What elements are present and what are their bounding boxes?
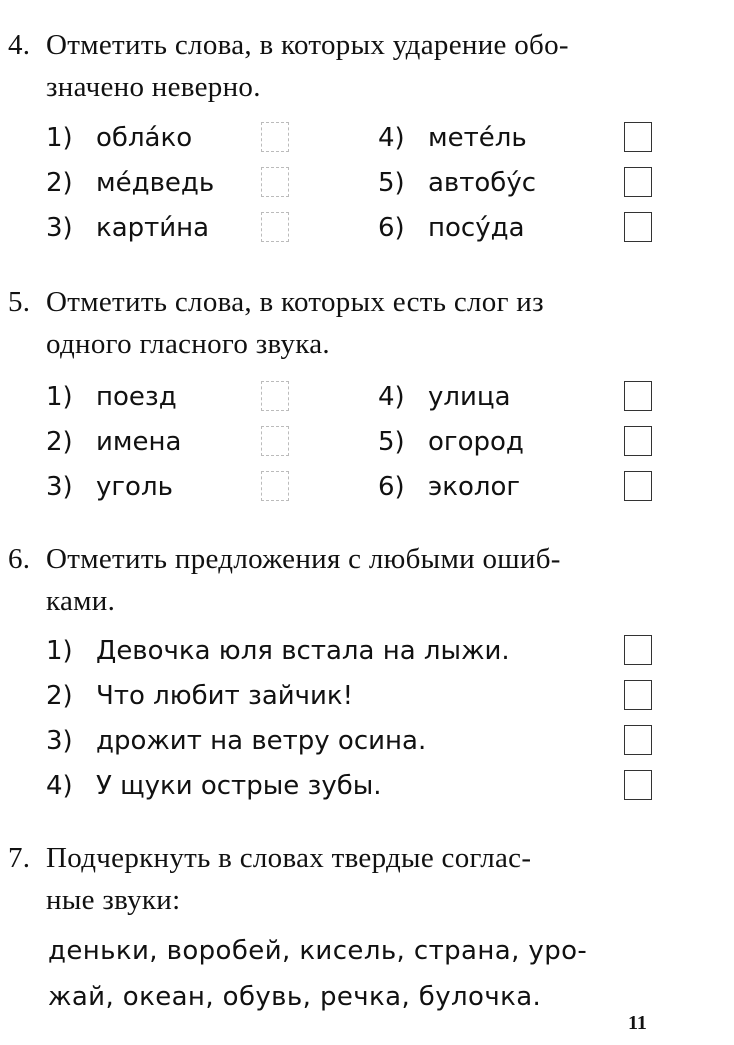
task-6-title xyxy=(8,538,658,622)
task-7-words-line1: деньки, воробей, кисель, страна, уро- xyxy=(48,936,588,966)
task-4-option-6: 6) посу́да xyxy=(378,213,525,243)
task-4-checkbox-2[interactable] xyxy=(261,167,289,197)
task-5-checkbox-5[interactable] xyxy=(624,426,652,456)
task-4-option-1: 1) обла́ко xyxy=(46,123,193,153)
task-4-checkbox-3[interactable] xyxy=(261,212,289,242)
task-6-number: 6. xyxy=(8,543,31,575)
task-5-option-3: 3) уголь xyxy=(46,472,173,502)
task-4-option-2: 2) ме́дведь xyxy=(46,168,215,198)
task-4-option-5: 5) автобу́с xyxy=(378,168,537,198)
task-5-title xyxy=(8,281,658,365)
task-7-words-line2: жай, океан, обувь, речка, булочка. xyxy=(48,982,542,1012)
task-4-checkbox-6[interactable] xyxy=(624,212,652,242)
task-6-option-4: 4) У щуки острые зубы. xyxy=(46,771,382,801)
task-7-title xyxy=(8,837,658,921)
task-5-option-5: 5) огород xyxy=(378,427,524,457)
task-6-checkbox-1[interactable] xyxy=(624,635,652,665)
task-6-option-2: 2) Что любит зайчик! xyxy=(46,681,354,711)
task-4-text-line1: Отметить слова, в которых ударение обо- xyxy=(46,29,569,61)
task-7-number: 7. xyxy=(8,842,31,874)
task-4-text-line2: значено неверно. xyxy=(46,71,261,103)
page-number: 11 xyxy=(628,1012,647,1034)
task-5-text-line1: Отметить слова, в которых есть слог из xyxy=(46,286,544,318)
task-5-checkbox-3[interactable] xyxy=(261,471,289,501)
task-6-checkbox-3[interactable] xyxy=(624,725,652,755)
task-5-checkbox-6[interactable] xyxy=(624,471,652,501)
task-6-option-1: 1) Девочка юля встала на лыжи. xyxy=(46,636,510,666)
task-4-number: 4. xyxy=(8,29,31,61)
task-5-option-6: 6) эколог xyxy=(378,472,521,502)
task-4-checkbox-5[interactable] xyxy=(624,167,652,197)
task-6-checkbox-4[interactable] xyxy=(624,770,652,800)
task-5-option-4: 4) улица xyxy=(378,382,511,412)
task-6-text-line2: ками. xyxy=(46,585,116,617)
task-6-option-3: 3) дрожит на ветру осина. xyxy=(46,726,427,756)
task-5-text-line2: одного гласного звука. xyxy=(46,328,330,360)
task-6-checkbox-2[interactable] xyxy=(624,680,652,710)
task-4-checkbox-1[interactable] xyxy=(261,122,289,152)
task-5-option-2: 2) имена xyxy=(46,427,182,457)
task-7-text-line2: ные звуки: xyxy=(46,884,181,916)
task-5-option-1: 1) поезд xyxy=(46,382,177,412)
task-5-checkbox-1[interactable] xyxy=(261,381,289,411)
task-4-option-3: 3) карти́на xyxy=(46,213,210,243)
task-5-checkbox-4[interactable] xyxy=(624,381,652,411)
task-6-text-line1: Отметить предложения с любыми ошиб- xyxy=(46,543,561,575)
task-5-number: 5. xyxy=(8,286,31,318)
task-4-option-4: 4) мете́ль xyxy=(378,123,527,153)
task-7-text-line1: Подчеркнуть в словах твердые соглас- xyxy=(46,842,532,874)
task-4-checkbox-4[interactable] xyxy=(624,122,652,152)
task-5-checkbox-2[interactable] xyxy=(261,426,289,456)
task-7-word-list xyxy=(48,928,660,1020)
task-4-title xyxy=(8,24,658,108)
